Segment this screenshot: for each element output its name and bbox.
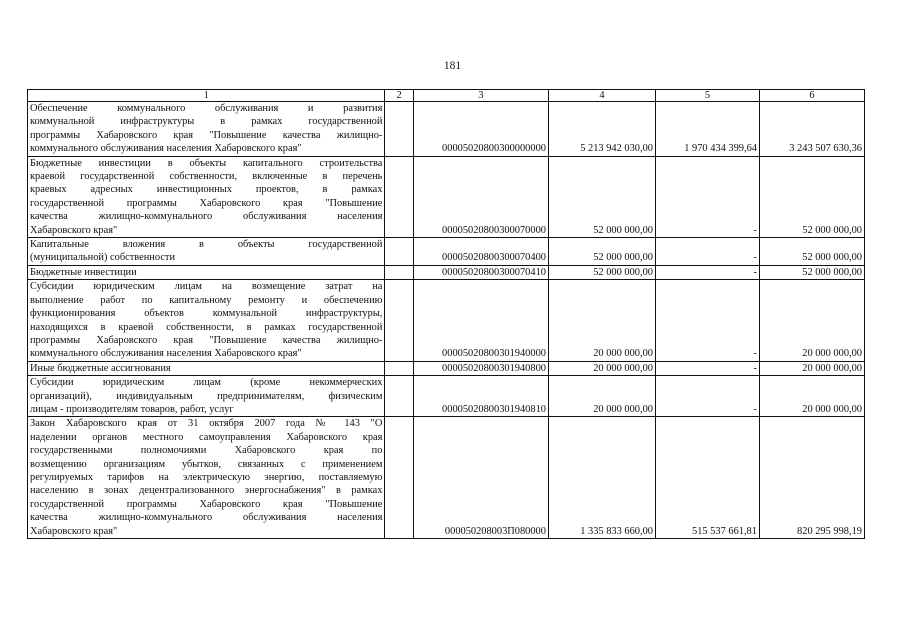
col-header-4: 4 xyxy=(548,90,655,102)
col-header-5: 5 xyxy=(655,90,759,102)
row-code: 00005020800301940810 xyxy=(413,376,548,417)
row-value-4: 20 000 000,00 xyxy=(548,280,655,361)
row-name-line: Хабаровского края" xyxy=(30,224,118,236)
row-name-line: Бюджетные инвестиции в объекты капитального строительства xyxy=(30,157,383,169)
col-header-2: 2 xyxy=(385,90,413,102)
row-name-line: выполнение работ по капитальному ремонту и обеспечению xyxy=(30,294,383,306)
row-value-5: 1 970 434 399,64 xyxy=(655,102,759,157)
header-row xyxy=(28,90,865,102)
row-value-5: - xyxy=(655,361,759,375)
table-row xyxy=(28,265,865,279)
row-name-line: государственной программы Хабаровского края "Повышение xyxy=(30,197,383,209)
row-value-4: 52 000 000,00 xyxy=(548,265,655,279)
row-name-line: Капитальные вложения в объекты государственной xyxy=(30,239,383,251)
row-col2 xyxy=(385,265,413,279)
row-value-6: 20 000 000,00 xyxy=(759,361,864,375)
row-name-line: качества жилищно-коммунального обслуживания населения xyxy=(30,512,383,524)
row-name xyxy=(28,102,385,157)
row-col2 xyxy=(385,376,413,417)
row-name-line: государственной программы Хабаровского края "Повышение xyxy=(30,498,383,510)
row-name-line: коммунального обслуживания населения Хабаровского края" xyxy=(30,348,302,360)
row-code: 00005020800300000000 xyxy=(413,102,548,157)
row-col2 xyxy=(385,156,413,237)
row-name-line: Хабаровского края" xyxy=(30,525,118,537)
row-value-4: 52 000 000,00 xyxy=(548,156,655,237)
table-row xyxy=(28,102,865,157)
table-row xyxy=(28,238,865,266)
table-row xyxy=(28,376,865,417)
row-code: 00005020800300070410 xyxy=(413,265,548,279)
row-col2 xyxy=(385,280,413,361)
row-code: 00005020800300070000 xyxy=(413,156,548,237)
table-row xyxy=(28,361,865,375)
row-name-line: государственными полномочиями Хабаровского края по xyxy=(30,445,383,457)
row-col2 xyxy=(385,238,413,266)
row-name xyxy=(28,417,385,539)
row-col2 xyxy=(385,417,413,539)
row-name-line: возмещению организациям убытков, связанных с применением xyxy=(30,458,383,470)
row-value-4: 52 000 000,00 xyxy=(548,238,655,266)
row-name-line: (муниципальной) собственности xyxy=(30,252,176,264)
row-value-4: 1 335 833 660,00 xyxy=(548,417,655,539)
row-code: 000050208003П080000 xyxy=(413,417,548,539)
row-name-line: программы Хабаровского края "Повышение качества жилищно- xyxy=(30,129,383,141)
row-name-line: организаций), индивидуальным предпринимателям, физическим xyxy=(30,390,383,402)
row-value-5: - xyxy=(655,376,759,417)
row-name-line: Закон Хабаровского края от 31 октября 2007 года № 143 "О xyxy=(30,418,383,430)
row-value-5: - xyxy=(655,238,759,266)
row-name-line: Субсидии юридическим лицам на возмещение затрат на xyxy=(30,281,383,293)
row-value-4: 5 213 942 030,00 xyxy=(548,102,655,157)
col-header-6: 6 xyxy=(759,90,864,102)
row-name xyxy=(28,238,385,266)
row-col2 xyxy=(385,102,413,157)
table-body xyxy=(28,102,865,539)
table-row xyxy=(28,417,865,539)
row-name-line: качества жилищно-коммунального обслуживания населения xyxy=(30,211,383,223)
row-value-6: 820 295 998,19 xyxy=(759,417,864,539)
row-name xyxy=(28,376,385,417)
row-name-line: коммунальной инфраструктуры в рамках государственной xyxy=(30,116,383,128)
col-header-1: 1 xyxy=(28,90,385,102)
row-col2 xyxy=(385,361,413,375)
page-number: 181 xyxy=(443,60,462,72)
row-name-line: Субсидии юридическим лицам (кроме некоммерческих xyxy=(30,377,383,389)
row-name-line: лицам - производителям товаров, работ, услуг xyxy=(30,403,234,415)
row-name-line: наделении органов местного самоуправления Хабаровского края xyxy=(30,431,383,443)
row-code: 00005020800301940000 xyxy=(413,280,548,361)
row-value-5: 515 537 661,81 xyxy=(655,417,759,539)
row-value-5: - xyxy=(655,265,759,279)
col-header-3: 3 xyxy=(413,90,548,102)
budget-table xyxy=(27,89,865,539)
row-name-line: регулируемых тарифов на электрическую энергию, поставляемую xyxy=(30,471,383,483)
row-name-line: коммунального обслуживания населения Хабаровского края" xyxy=(30,143,302,155)
row-value-4: 20 000 000,00 xyxy=(548,376,655,417)
row-value-5: - xyxy=(655,156,759,237)
row-name-line: программы Хабаровского края "Повышение качества жилищно- xyxy=(30,334,383,346)
table-row xyxy=(28,280,865,361)
row-name-line: населению в зонах децентрализованного энергоснабжения" в рамках xyxy=(30,485,383,497)
row-value-6: 52 000 000,00 xyxy=(759,238,864,266)
row-code: 00005020800301940800 xyxy=(413,361,548,375)
row-value-6: 20 000 000,00 xyxy=(759,376,864,417)
row-value-6: 20 000 000,00 xyxy=(759,280,864,361)
table-row xyxy=(28,156,865,237)
row-value-5: - xyxy=(655,280,759,361)
row-name-line: находящихся в краевой собственности, в рамках государственной xyxy=(30,321,383,333)
row-name xyxy=(28,280,385,361)
row-name xyxy=(28,361,385,375)
row-name-line: Бюджетные инвестиции xyxy=(30,266,137,278)
row-name-line: Иные бюджетные ассигнования xyxy=(30,362,171,374)
row-value-6: 52 000 000,00 xyxy=(759,265,864,279)
row-name-line: краевых адресных инвестиционных проектов, в рамках xyxy=(30,184,383,196)
row-code: 00005020800300070400 xyxy=(413,238,548,266)
row-name-line: краевой государственной собственности, включенные в перечень xyxy=(30,171,383,183)
row-name xyxy=(28,156,385,237)
row-value-6: 52 000 000,00 xyxy=(759,156,864,237)
row-value-4: 20 000 000,00 xyxy=(548,361,655,375)
row-name-line: функционирования объектов коммунальной инфраструктуры, xyxy=(30,308,383,320)
row-name-line: Обеспечение коммунального обслуживания и развития xyxy=(30,103,383,114)
row-value-6: 3 243 507 630,36 xyxy=(759,102,864,157)
row-name xyxy=(28,265,385,279)
